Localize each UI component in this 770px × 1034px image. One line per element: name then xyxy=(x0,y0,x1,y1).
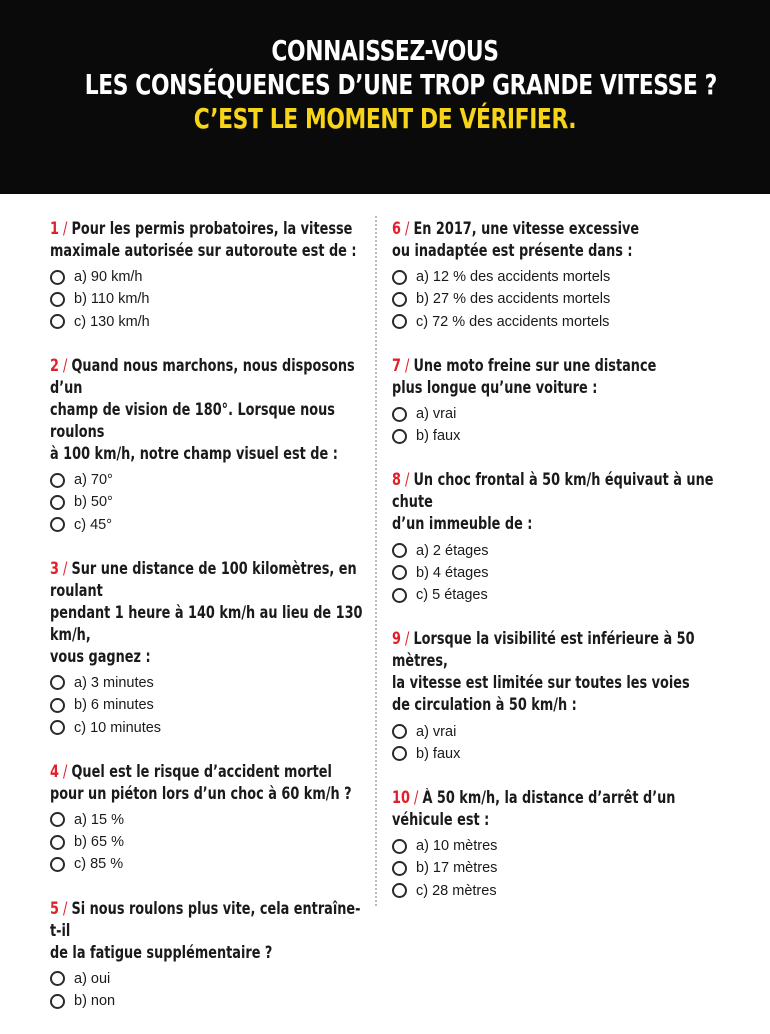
question-line: pour un piéton lors d’un choc à 60 km/h ? xyxy=(50,783,352,803)
question-line: de circulation à 50 km/h : xyxy=(392,695,577,715)
answer-option[interactable] xyxy=(392,835,732,857)
answer-option[interactable] xyxy=(50,968,368,990)
radio-circle-icon[interactable] xyxy=(50,314,65,329)
question-line: Si nous roulons plus vite, cela entraîne-t-il xyxy=(50,898,361,940)
question-line: Quel est le risque d’accident mortel xyxy=(71,761,332,781)
answer-option[interactable] xyxy=(392,311,732,333)
question-line: Quand nous marchons, nous disposons d’un xyxy=(50,355,355,397)
answer-option[interactable] xyxy=(392,539,732,561)
answer-option[interactable] xyxy=(392,562,732,584)
quiz-header xyxy=(0,0,770,194)
question-9 xyxy=(392,628,732,765)
question-text xyxy=(50,218,367,262)
question-separator: / xyxy=(58,898,72,918)
answer-option[interactable] xyxy=(50,990,368,1012)
radio-circle-icon[interactable] xyxy=(392,883,407,898)
answer-option[interactable] xyxy=(50,513,368,535)
question-number: 10 xyxy=(392,787,410,807)
answer-label: a) oui xyxy=(74,970,111,987)
answer-label: c) 72 % des accidents mortels xyxy=(416,313,610,330)
radio-circle-icon[interactable] xyxy=(50,835,65,850)
answer-label: b) faux xyxy=(416,745,461,762)
question-separator: / xyxy=(400,470,414,490)
question-2 xyxy=(50,355,368,536)
answer-option[interactable] xyxy=(50,491,368,513)
question-line: d’un immeuble de : xyxy=(392,514,533,534)
question-line: pendant 1 heure à 140 km/h au lieu de 130 km/h, xyxy=(50,602,363,644)
question-7 xyxy=(392,355,732,448)
answer-option[interactable] xyxy=(392,857,732,879)
right-column xyxy=(392,218,732,924)
answer-label: c) 85 % xyxy=(74,856,124,873)
radio-circle-icon[interactable] xyxy=(50,971,65,986)
question-separator: / xyxy=(58,761,72,781)
question-text xyxy=(392,218,731,262)
answer-option[interactable] xyxy=(50,288,368,310)
answer-label: c) 10 minutes xyxy=(74,719,162,736)
radio-circle-icon[interactable] xyxy=(392,407,407,422)
answer-option[interactable] xyxy=(50,831,368,853)
answer-label: a) 15 % xyxy=(74,811,124,828)
radio-circle-icon[interactable] xyxy=(50,698,65,713)
question-text xyxy=(392,469,731,535)
radio-circle-icon[interactable] xyxy=(392,429,407,444)
answer-option[interactable] xyxy=(50,469,368,491)
question-line: champ de vision de 180°. Lorsque nous roulons xyxy=(50,399,335,441)
question-line: Un choc frontal à 50 km/h équivaut à une chute xyxy=(392,470,714,512)
radio-circle-icon[interactable] xyxy=(50,270,65,285)
question-line: à 100 km/h, notre champ visuel est de : xyxy=(50,443,338,463)
question-separator: / xyxy=(58,355,72,375)
header-line-3: C’EST LE MOMENT DE VÉRIFIER. xyxy=(193,102,577,135)
question-text xyxy=(50,558,367,668)
answer-option[interactable] xyxy=(50,266,368,288)
question-6 xyxy=(392,218,732,333)
answer-label: b) faux xyxy=(416,428,461,445)
question-text xyxy=(392,787,731,831)
answer-label: a) 10 mètres xyxy=(416,838,498,855)
answer-option[interactable] xyxy=(392,403,732,425)
answer-label: b) 65 % xyxy=(74,834,124,851)
question-5 xyxy=(50,898,368,1013)
answer-option[interactable] xyxy=(392,880,732,902)
question-number: 2 xyxy=(50,355,59,375)
question-3 xyxy=(50,558,368,739)
radio-circle-icon[interactable] xyxy=(392,270,407,285)
question-text xyxy=(50,898,367,964)
question-line: la vitesse est limitée sur toutes les voies xyxy=(392,673,690,693)
question-separator: / xyxy=(400,219,414,238)
question-line: À 50 km/h, la distance d’arrêt d’un véhicule est : xyxy=(392,787,676,829)
question-separator: / xyxy=(400,629,414,649)
question-line: vous gagnez : xyxy=(50,646,151,666)
answer-label: a) 2 étages xyxy=(416,542,489,559)
radio-circle-icon[interactable] xyxy=(50,292,65,307)
question-line: Sur une distance de 100 kilomètres, en roulant xyxy=(50,558,357,600)
answer-label: b) 4 étages xyxy=(416,564,489,581)
answer-option[interactable] xyxy=(50,311,368,333)
header-line-1: CONNAISSEZ-VOUS xyxy=(271,34,499,67)
header-line-2: LES CONSÉQUENCES D’UNE TROP GRANDE VITESSE ? xyxy=(84,68,717,101)
question-separator: / xyxy=(58,219,72,238)
question-number: 8 xyxy=(392,470,401,490)
question-number: 7 xyxy=(392,355,401,375)
answer-option[interactable] xyxy=(392,584,732,606)
radio-circle-icon[interactable] xyxy=(50,495,65,510)
answer-option[interactable] xyxy=(392,266,732,288)
question-text xyxy=(392,355,731,399)
answer-option[interactable] xyxy=(50,716,368,738)
question-separator: / xyxy=(58,558,72,578)
radio-circle-icon[interactable] xyxy=(50,517,65,532)
question-number: 6 xyxy=(392,219,401,238)
answer-option[interactable] xyxy=(50,809,368,831)
question-line: de la fatigue supplémentaire ? xyxy=(50,942,273,962)
question-line: ou inadaptée est présente dans : xyxy=(392,241,633,260)
answer-label: a) vrai xyxy=(416,723,457,740)
question-number: 4 xyxy=(50,761,59,781)
answer-label: b) 17 mètres xyxy=(416,860,498,877)
question-separator: / xyxy=(400,355,414,375)
question-number: 9 xyxy=(392,629,401,649)
radio-circle-icon[interactable] xyxy=(50,720,65,735)
question-line: plus longue qu’une voiture : xyxy=(392,377,598,397)
question-text xyxy=(392,628,731,716)
answer-label: b) 50° xyxy=(74,494,113,511)
answer-label: a) 90 km/h xyxy=(74,269,143,286)
radio-circle-icon[interactable] xyxy=(392,839,407,854)
answer-label: a) 70° xyxy=(74,472,113,489)
question-1 xyxy=(50,218,368,333)
answer-option[interactable] xyxy=(392,720,732,742)
answer-label: c) 45° xyxy=(74,516,113,533)
answer-option[interactable] xyxy=(392,288,732,310)
question-number: 1 xyxy=(50,219,59,238)
radio-circle-icon[interactable] xyxy=(392,292,407,307)
radio-circle-icon[interactable] xyxy=(392,861,407,876)
answer-option[interactable] xyxy=(392,743,732,765)
answer-option[interactable] xyxy=(50,853,368,875)
question-number: 5 xyxy=(50,898,59,918)
answer-label: a) vrai xyxy=(416,406,457,423)
question-8 xyxy=(392,469,732,606)
question-4 xyxy=(50,761,368,876)
radio-circle-icon[interactable] xyxy=(392,543,407,558)
answer-option[interactable] xyxy=(50,694,368,716)
answer-label: a) 3 minutes xyxy=(74,674,154,691)
radio-circle-icon[interactable] xyxy=(392,588,407,603)
question-line: Lorsque la visibilité est inférieure à 50 mètres, xyxy=(392,629,695,671)
answer-label: b) 6 minutes xyxy=(74,697,154,714)
answer-label: c) 5 étages xyxy=(416,587,488,604)
radio-circle-icon[interactable] xyxy=(392,565,407,580)
radio-circle-icon[interactable] xyxy=(392,314,407,329)
answer-option[interactable] xyxy=(392,425,732,447)
question-line: En 2017, une vitesse excessive xyxy=(413,219,640,238)
question-line: Une moto freine sur une distance xyxy=(413,355,657,375)
left-column xyxy=(50,218,368,1034)
answer-option[interactable] xyxy=(50,672,368,694)
answer-label: b) non xyxy=(74,993,116,1009)
radio-circle-icon[interactable] xyxy=(50,473,65,488)
question-line: Pour les permis probatoires, la vitesse xyxy=(71,219,353,238)
radio-circle-icon[interactable] xyxy=(392,724,407,739)
radio-circle-icon[interactable] xyxy=(50,675,65,690)
radio-circle-icon[interactable] xyxy=(50,857,65,872)
answer-label: c) 130 km/h xyxy=(74,313,150,330)
question-text xyxy=(50,355,367,465)
question-number: 3 xyxy=(50,558,59,578)
question-10 xyxy=(392,787,732,902)
question-text xyxy=(50,761,367,805)
column-divider xyxy=(375,216,377,906)
answer-label: b) 27 % des accidents mortels xyxy=(416,291,611,308)
radio-circle-icon[interactable] xyxy=(50,994,65,1009)
question-line: maximale autorisée sur autoroute est de : xyxy=(50,241,357,260)
question-separator: / xyxy=(409,787,423,807)
answer-label: b) 110 km/h xyxy=(74,291,150,308)
answer-label: c) 28 mètres xyxy=(416,882,497,899)
radio-circle-icon[interactable] xyxy=(50,812,65,827)
answer-label: a) 12 % des accidents mortels xyxy=(416,269,611,286)
radio-circle-icon[interactable] xyxy=(392,746,407,761)
